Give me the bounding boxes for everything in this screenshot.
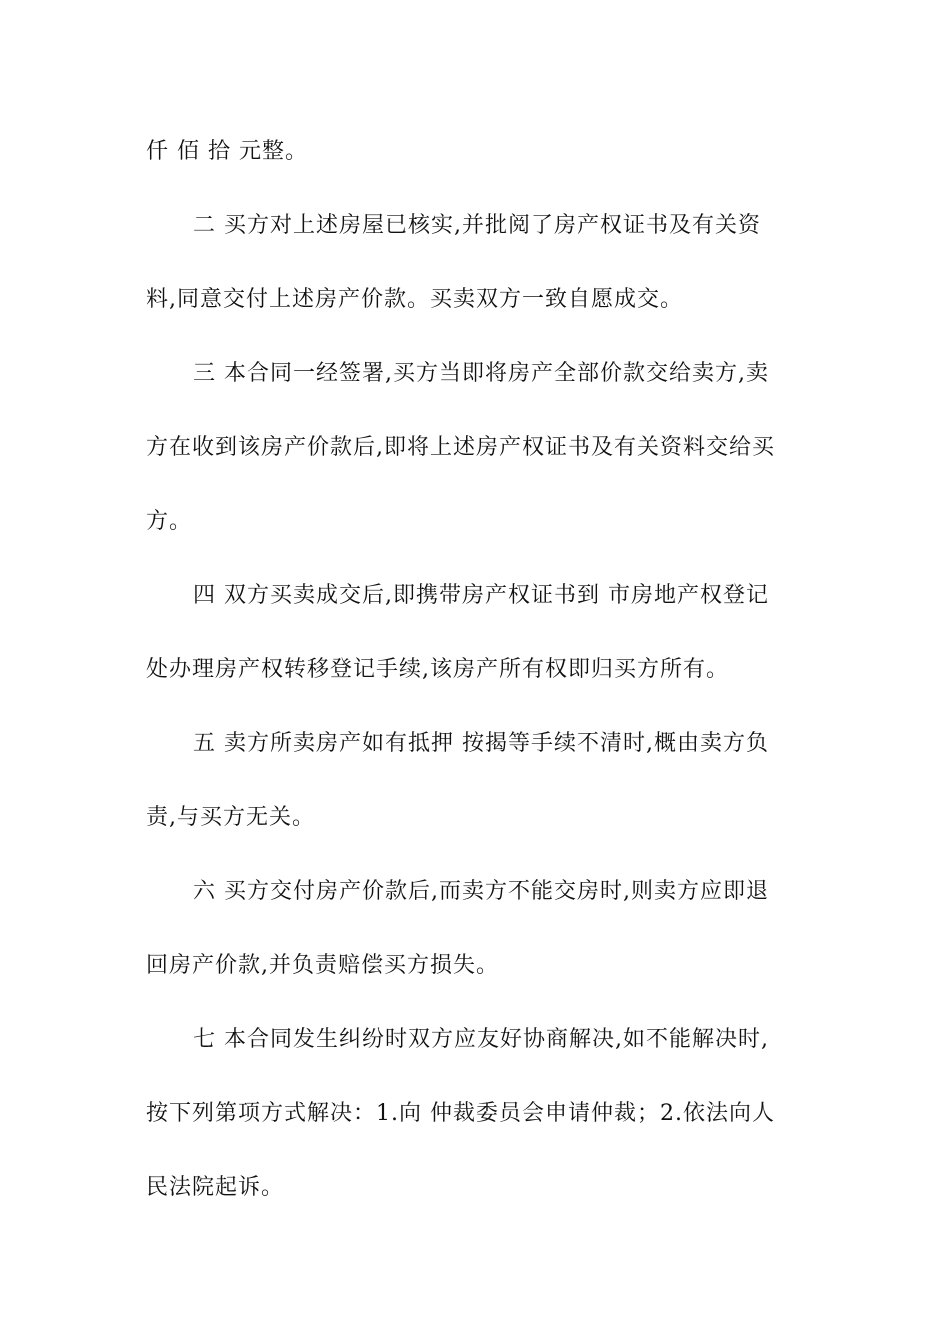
line-9: 五 卖方所卖房产如有抵押 按揭等手续不清时,概由卖方负 [193, 731, 769, 756]
line-11: 六 买方交付房产价款后,而卖方不能交房时,则卖方应即退 [193, 879, 769, 904]
line-8: 处办理房产权转移登记手续,该房产所有权即归买方所有。 [146, 657, 729, 682]
line-4: 三 本合同一经签署,买方当即将房产全部价款交给卖方,卖 [193, 361, 769, 386]
line-12: 回房产价款,并负责赔偿买方损失。 [146, 953, 499, 978]
line-15: 民法院起诉。 [146, 1175, 285, 1200]
line-13: 七 本合同发生纠纷时双方应友好协商解决,如不能解决时, [193, 1027, 769, 1052]
line-3: 料,同意交付上述房产价款。买卖双方一致自愿成交。 [146, 287, 683, 312]
line-5: 方在收到该房产价款后,即将上述房产权证书及有关资料交给买 [146, 435, 775, 460]
line-7: 四 双方买卖成交后,即携带房产权证书到 市房地产权登记 [193, 583, 769, 608]
line-1: 仟 佰 拾 元整。 [146, 139, 308, 164]
line-14: 按下列第项方式解决：1.向 仲裁委员会申请仲裁；2.依法向人 [146, 1101, 775, 1126]
line-10: 责,与买方无关。 [146, 805, 315, 830]
line-6: 方。 [146, 509, 193, 534]
line-2: 二 买方对上述房屋已核实,并批阅了房产权证书及有关资 [193, 213, 761, 238]
